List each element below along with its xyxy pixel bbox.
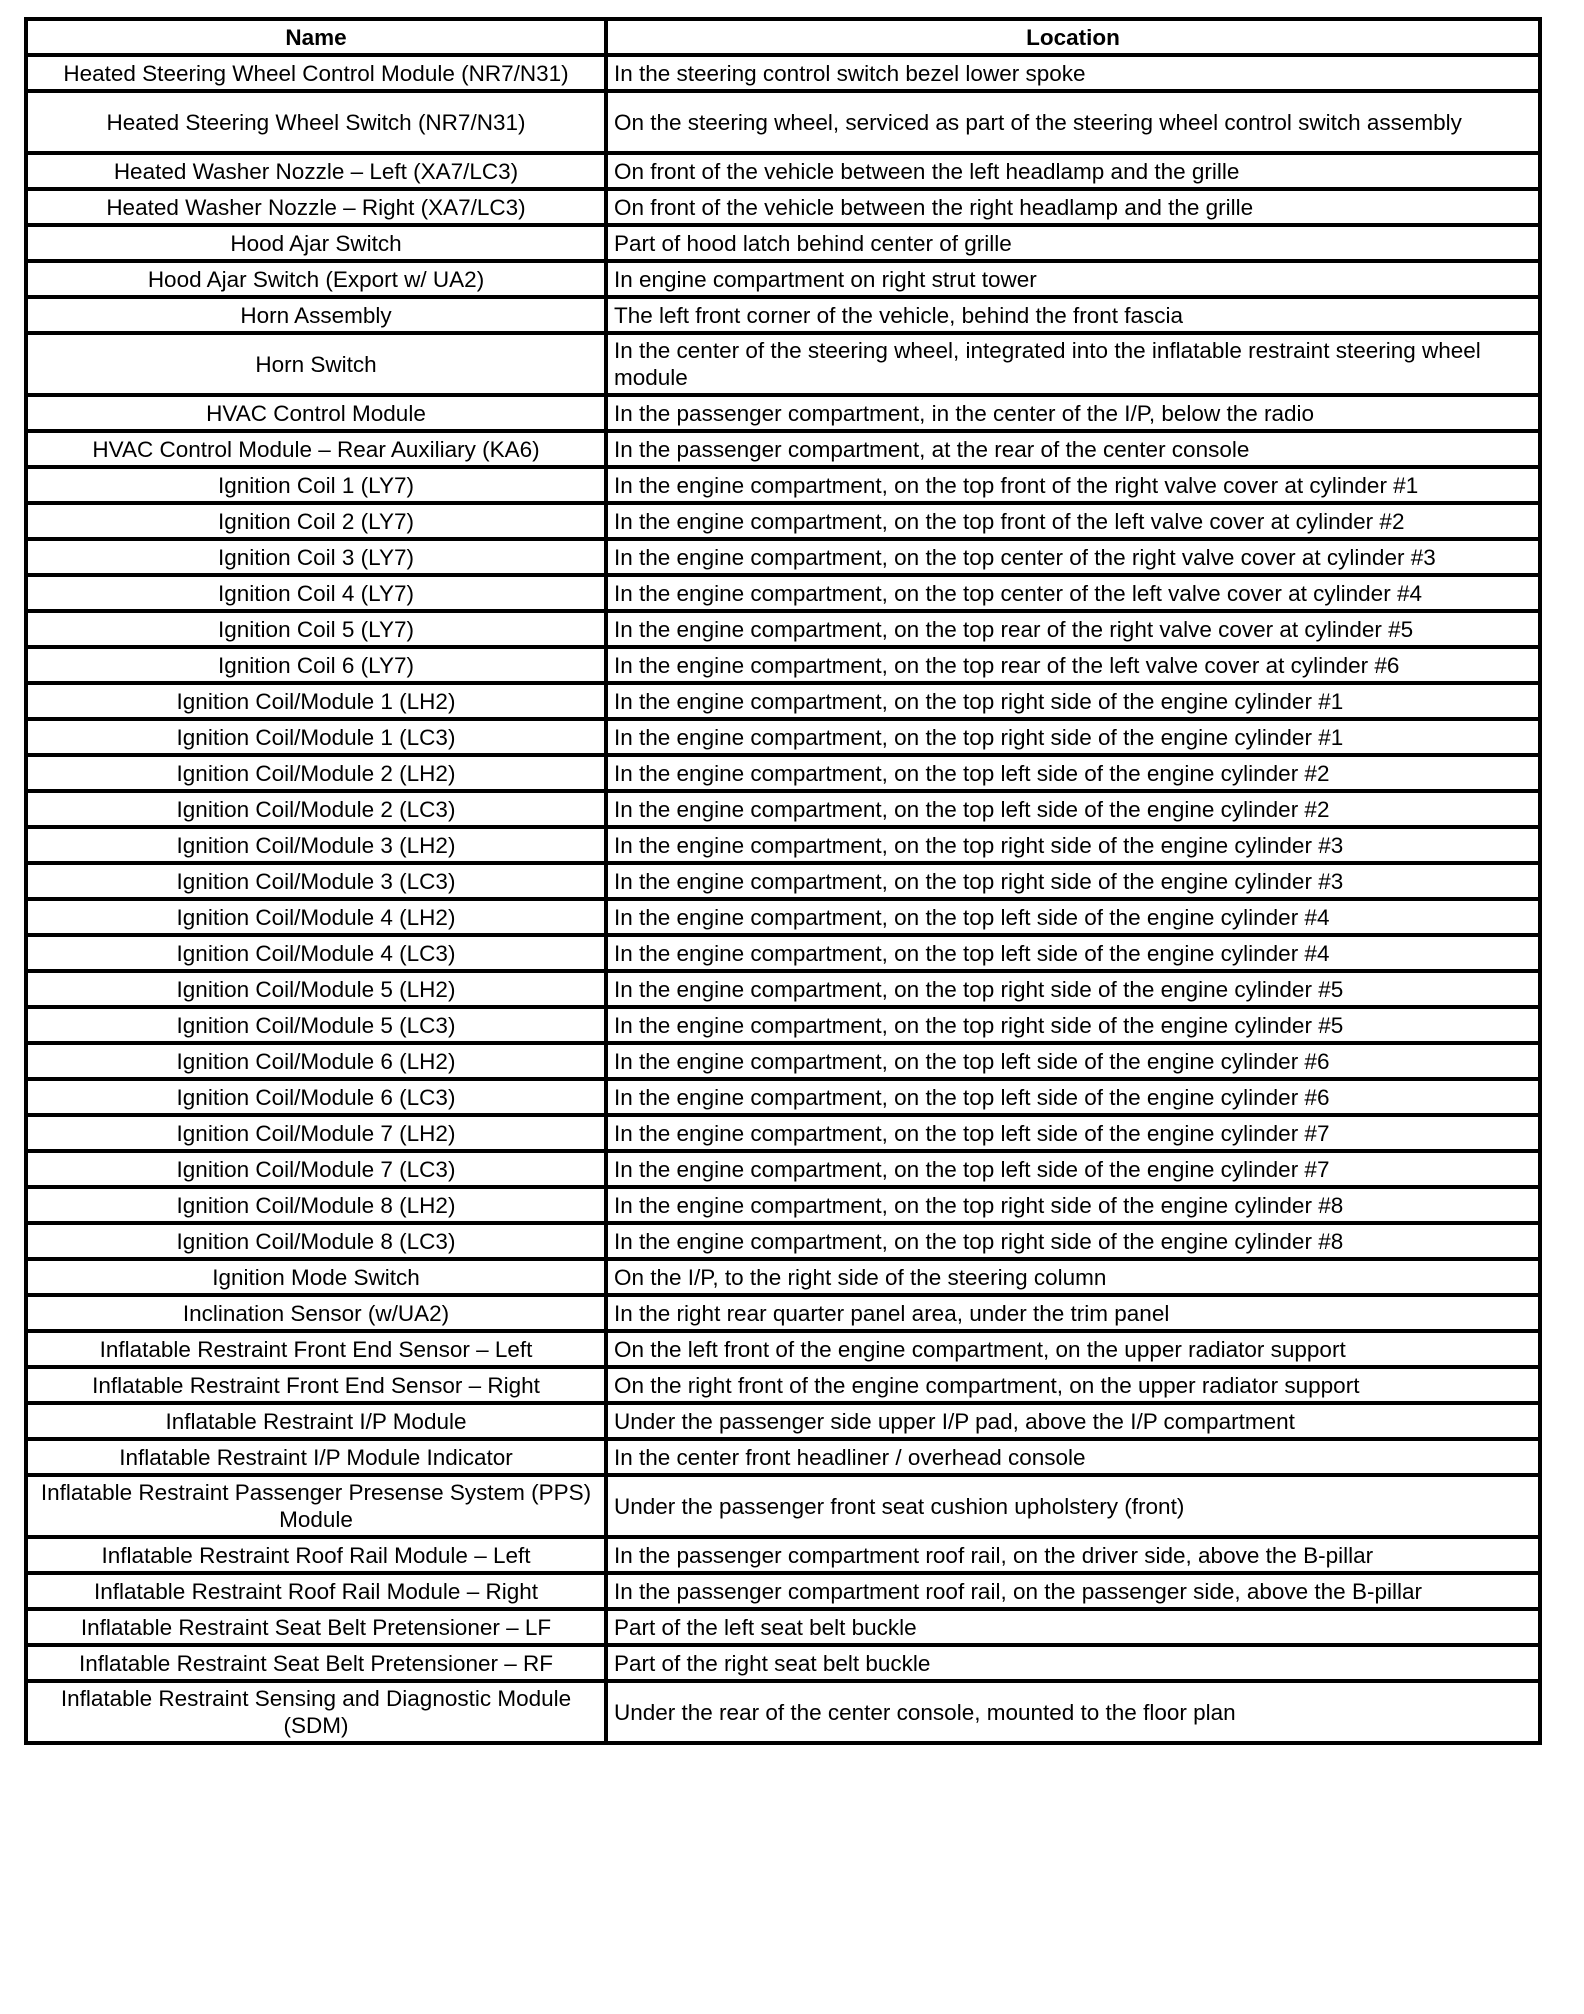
table-row [26, 431, 1540, 467]
cell-location: In the engine compartment, on the top left side of the engine cylinder #6 [606, 1043, 1540, 1079]
cell-location: Under the rear of the center console, mounted to the floor plan [606, 1681, 1540, 1743]
cell-name: Ignition Coil/Module 3 (LH2) [26, 827, 606, 863]
table-row [26, 395, 1540, 431]
table-row [26, 1573, 1540, 1609]
cell-location: Under the passenger side upper I/P pad, above the I/P compartment [606, 1403, 1540, 1439]
table-row [26, 467, 1540, 503]
cell-location: Part of hood latch behind center of grille [606, 225, 1540, 261]
table-row [26, 1151, 1540, 1187]
cell-name: Ignition Coil 6 (LY7) [26, 647, 606, 683]
cell-name: Inflatable Restraint Passenger Presense System (PPS) Module [26, 1475, 606, 1537]
cell-name: Ignition Coil/Module 5 (LH2) [26, 971, 606, 1007]
cell-name: Ignition Coil 1 (LY7) [26, 467, 606, 503]
table-row [26, 1259, 1540, 1295]
table-row [26, 1403, 1540, 1439]
cell-name: Hood Ajar Switch (Export w/ UA2) [26, 261, 606, 297]
cell-location: In the passenger compartment roof rail, on the driver side, above the B-pillar [606, 1537, 1540, 1573]
table-row [26, 153, 1540, 189]
cell-location: The left front corner of the vehicle, behind the front fascia [606, 297, 1540, 333]
cell-name: Inclination Sensor (w/UA2) [26, 1295, 606, 1331]
table-row [26, 683, 1540, 719]
cell-location: In the engine compartment, on the top left side of the engine cylinder #7 [606, 1115, 1540, 1151]
table-row [26, 1475, 1540, 1537]
table-row [26, 647, 1540, 683]
cell-location: In engine compartment on right strut tower [606, 261, 1540, 297]
cell-name: Inflatable Restraint Front End Sensor – Right [26, 1367, 606, 1403]
cell-location: In the engine compartment, on the top rear of the right valve cover at cylinder #5 [606, 611, 1540, 647]
cell-location: In the engine compartment, on the top left side of the engine cylinder #2 [606, 791, 1540, 827]
table-row [26, 1043, 1540, 1079]
cell-name: Inflatable Restraint Front End Sensor – Left [26, 1331, 606, 1367]
cell-name: Inflatable Restraint I/P Module [26, 1403, 606, 1439]
cell-name: HVAC Control Module [26, 395, 606, 431]
table-row [26, 1609, 1540, 1645]
table-row [26, 1439, 1540, 1475]
cell-name: Ignition Coil/Module 2 (LH2) [26, 755, 606, 791]
cell-location: In the passenger compartment, in the center of the I/P, below the radio [606, 395, 1540, 431]
table-row [26, 297, 1540, 333]
table-row [26, 539, 1540, 575]
cell-name: Inflatable Restraint Seat Belt Pretensioner – RF [26, 1645, 606, 1681]
table-row [26, 575, 1540, 611]
component-location-table [24, 17, 1542, 1745]
cell-location: In the engine compartment, on the top left side of the engine cylinder #2 [606, 755, 1540, 791]
cell-location: Part of the right seat belt buckle [606, 1645, 1540, 1681]
cell-location: In the right rear quarter panel area, under the trim panel [606, 1295, 1540, 1331]
cell-name: HVAC Control Module – Rear Auxiliary (KA6) [26, 431, 606, 467]
table-body [26, 55, 1540, 1743]
table-row [26, 1367, 1540, 1403]
cell-name: Ignition Coil/Module 4 (LH2) [26, 899, 606, 935]
table-row [26, 755, 1540, 791]
cell-name: Hood Ajar Switch [26, 225, 606, 261]
cell-location: In the engine compartment, on the top front of the right valve cover at cylinder #1 [606, 467, 1540, 503]
cell-location: In the engine compartment, on the top left side of the engine cylinder #4 [606, 935, 1540, 971]
table-row [26, 333, 1540, 395]
table-row [26, 719, 1540, 755]
component-location-table-wrapper [24, 17, 1538, 1745]
cell-location: In the center of the steering wheel, integrated into the inflatable restraint steering wheel module [606, 333, 1540, 395]
cell-name: Ignition Mode Switch [26, 1259, 606, 1295]
cell-name: Horn Assembly [26, 297, 606, 333]
table-row [26, 1681, 1540, 1743]
cell-location: In the engine compartment, on the top right side of the engine cylinder #5 [606, 971, 1540, 1007]
column-header-name: Name [26, 19, 606, 55]
cell-location: In the steering control switch bezel lower spoke [606, 55, 1540, 91]
table-row [26, 225, 1540, 261]
table-row [26, 863, 1540, 899]
cell-name: Ignition Coil/Module 3 (LC3) [26, 863, 606, 899]
cell-location: In the engine compartment, on the top right side of the engine cylinder #3 [606, 863, 1540, 899]
table-row [26, 611, 1540, 647]
cell-location: In the passenger compartment roof rail, on the passenger side, above the B-pillar [606, 1573, 1540, 1609]
cell-location: In the engine compartment, on the top center of the right valve cover at cylinder #3 [606, 539, 1540, 575]
column-header-location: Location [606, 19, 1540, 55]
cell-name: Inflatable Restraint Seat Belt Pretensioner – LF [26, 1609, 606, 1645]
cell-location: On the right front of the engine compartment, on the upper radiator support [606, 1367, 1540, 1403]
table-row [26, 1115, 1540, 1151]
table-row [26, 1537, 1540, 1573]
cell-location: In the engine compartment, on the top left side of the engine cylinder #7 [606, 1151, 1540, 1187]
cell-location: In the engine compartment, on the top right side of the engine cylinder #8 [606, 1223, 1540, 1259]
cell-location: In the engine compartment, on the top front of the left valve cover at cylinder #2 [606, 503, 1540, 539]
cell-name: Ignition Coil 2 (LY7) [26, 503, 606, 539]
table-row [26, 55, 1540, 91]
cell-name: Heated Washer Nozzle – Right (XA7/LC3) [26, 189, 606, 225]
cell-name: Ignition Coil/Module 7 (LC3) [26, 1151, 606, 1187]
cell-name: Ignition Coil/Module 4 (LC3) [26, 935, 606, 971]
table-row [26, 791, 1540, 827]
cell-name: Heated Steering Wheel Control Module (NR7/N31) [26, 55, 606, 91]
cell-location: On the steering wheel, serviced as part of the steering wheel control switch assembly [606, 91, 1540, 153]
cell-location: On front of the vehicle between the left headlamp and the grille [606, 153, 1540, 189]
cell-name: Ignition Coil/Module 8 (LC3) [26, 1223, 606, 1259]
cell-name: Horn Switch [26, 333, 606, 395]
table-row [26, 503, 1540, 539]
cell-name: Ignition Coil/Module 6 (LH2) [26, 1043, 606, 1079]
cell-name: Ignition Coil/Module 8 (LH2) [26, 1187, 606, 1223]
header-row [26, 19, 1540, 55]
cell-name: Ignition Coil 3 (LY7) [26, 539, 606, 575]
cell-name: Inflatable Restraint I/P Module Indicator [26, 1439, 606, 1475]
cell-location: On the left front of the engine compartment, on the upper radiator support [606, 1331, 1540, 1367]
cell-location: In the center front headliner / overhead console [606, 1439, 1540, 1475]
cell-location: In the engine compartment, on the top right side of the engine cylinder #5 [606, 1007, 1540, 1043]
cell-location: In the engine compartment, on the top right side of the engine cylinder #3 [606, 827, 1540, 863]
table-row [26, 1223, 1540, 1259]
cell-name: Ignition Coil/Module 1 (LC3) [26, 719, 606, 755]
table-row [26, 91, 1540, 153]
cell-name: Ignition Coil/Module 2 (LC3) [26, 791, 606, 827]
table-row [26, 1187, 1540, 1223]
table-row [26, 1007, 1540, 1043]
cell-location: In the engine compartment, on the top center of the left valve cover at cylinder #4 [606, 575, 1540, 611]
table-row [26, 899, 1540, 935]
cell-name: Ignition Coil 4 (LY7) [26, 575, 606, 611]
cell-name: Inflatable Restraint Roof Rail Module – Left [26, 1537, 606, 1573]
cell-location: In the engine compartment, on the top left side of the engine cylinder #6 [606, 1079, 1540, 1115]
cell-name: Heated Washer Nozzle – Left (XA7/LC3) [26, 153, 606, 189]
table-row [26, 1295, 1540, 1331]
cell-location: In the engine compartment, on the top right side of the engine cylinder #1 [606, 683, 1540, 719]
cell-location: On front of the vehicle between the right headlamp and the grille [606, 189, 1540, 225]
cell-location: In the engine compartment, on the top right side of the engine cylinder #8 [606, 1187, 1540, 1223]
cell-name: Ignition Coil 5 (LY7) [26, 611, 606, 647]
cell-location: In the engine compartment, on the top left side of the engine cylinder #4 [606, 899, 1540, 935]
cell-location: On the I/P, to the right side of the steering column [606, 1259, 1540, 1295]
cell-name: Ignition Coil/Module 7 (LH2) [26, 1115, 606, 1151]
cell-location: In the engine compartment, on the top rear of the left valve cover at cylinder #6 [606, 647, 1540, 683]
table-row [26, 1645, 1540, 1681]
table-row [26, 1079, 1540, 1115]
cell-name: Heated Steering Wheel Switch (NR7/N31) [26, 91, 606, 153]
table-row [26, 189, 1540, 225]
cell-location: Part of the left seat belt buckle [606, 1609, 1540, 1645]
table-row [26, 827, 1540, 863]
cell-name: Ignition Coil/Module 6 (LC3) [26, 1079, 606, 1115]
cell-name: Inflatable Restraint Roof Rail Module – Right [26, 1573, 606, 1609]
table-row [26, 1331, 1540, 1367]
table-header [26, 19, 1540, 55]
table-row [26, 935, 1540, 971]
cell-name: Ignition Coil/Module 1 (LH2) [26, 683, 606, 719]
table-row [26, 971, 1540, 1007]
table-row [26, 261, 1540, 297]
cell-name: Ignition Coil/Module 5 (LC3) [26, 1007, 606, 1043]
cell-location: Under the passenger front seat cushion upholstery (front) [606, 1475, 1540, 1537]
cell-location: In the passenger compartment, at the rear of the center console [606, 431, 1540, 467]
cell-location: In the engine compartment, on the top right side of the engine cylinder #1 [606, 719, 1540, 755]
cell-name: Inflatable Restraint Sensing and Diagnostic Module (SDM) [26, 1681, 606, 1743]
